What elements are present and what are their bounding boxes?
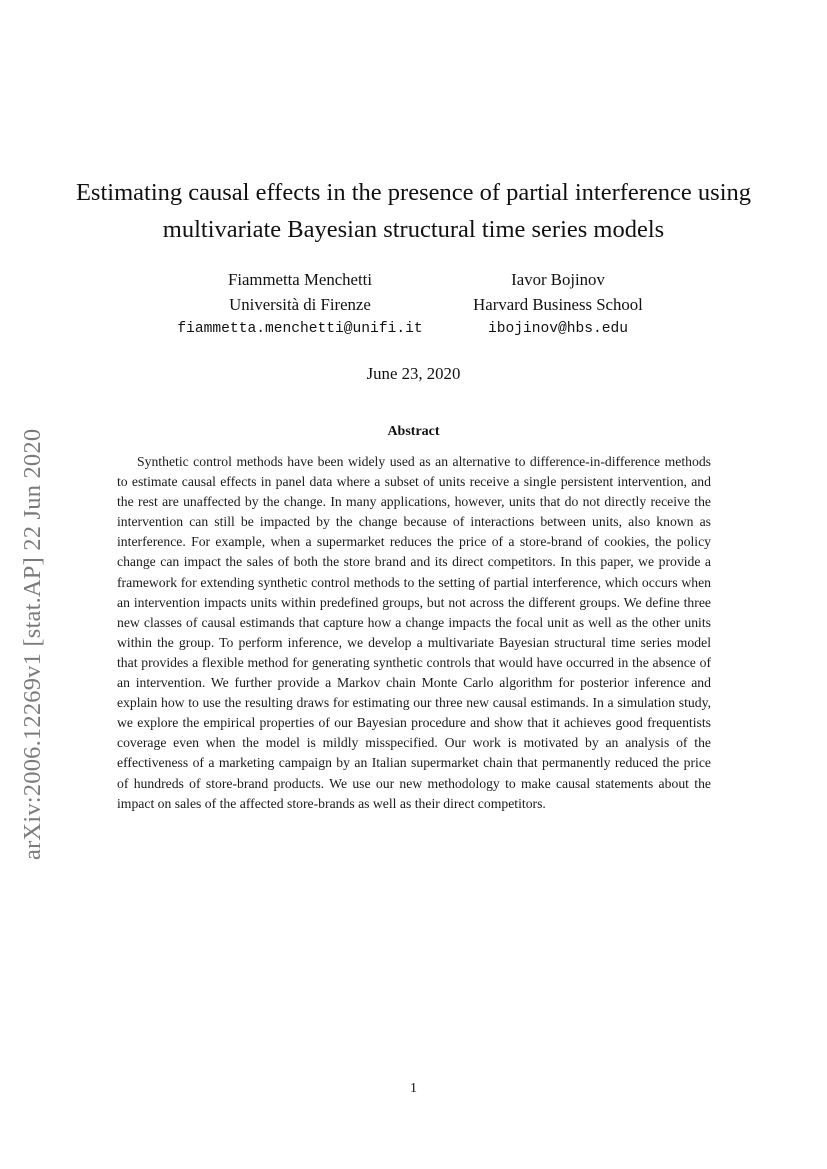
abstract-text: Synthetic control methods have been widely used as an alternative to difference-in-difference methods to estimate causal effects in panel data where a subset of units receive a single persistent intervention, and the rest are unaffected by the change. In many applications, however, units that do not directly receive the intervention can still be impacted by the change because of interactions between units, also known as interference. For example, when a supermarket reduces the price of a store-brand of cookies, the policy change can impact the sales of both the store brand and its direct competitors. In this paper, we provide a framework for extending synthetic control methods to the setting of partial interference, which occurs when an intervention impacts units within predefined groups, but not across the different groups. We define three new classes of causal estimands that capture how a change impacts the focal unit as well as the other units within the group. To perform inference, we develop a multivariate Bayesian structural time series model that provides a flexible method for generating synthetic controls that would have occurred in the absence of an intervention. We further provide a Markov chain Monte Carlo algorithm for posterior inference and explain how to use the resulting draws for estimating our three new causal estimands. In a simulation study, we explore the empirical properties of our Bayesian procedure and show that it achieves good frequentists coverage even when the model is mildly misspecified. Our work is motivated by an analysis of the effectiveness of a marketing campaign by an Italian supermarket chain that permanently reduced the price of hundreds of store-brand products. We use our new methodology to make causal statements about the impact on sales of the affected store-brands as well as their direct competitors. <box>117 454 711 811</box>
author-email: ibojinov@hbs.edu <box>487 321 629 337</box>
author-name: Iavor Bojinov <box>511 270 605 289</box>
paper-title: Estimating causal effects in the presence of partial interference using multivariate Bayesian structural time series models <box>75 179 752 243</box>
page-number: 1 <box>410 1081 417 1096</box>
arxiv-identifier: arXiv:2006.12269v1 [stat.AP] 22 Jun 2020 <box>19 428 46 860</box>
author-name: Fiammetta Menchetti <box>227 270 372 289</box>
author-block-1 <box>170 267 430 342</box>
author-affiliation: Università di Firenze <box>229 295 371 314</box>
author-email: fiammetta.menchetti@unifi.it <box>177 321 423 337</box>
author-block-2 <box>438 267 678 342</box>
abstract-heading: Abstract <box>387 424 440 439</box>
author-affiliation: Harvard Business School <box>473 295 643 314</box>
publication-date: June 23, 2020 <box>366 364 461 383</box>
